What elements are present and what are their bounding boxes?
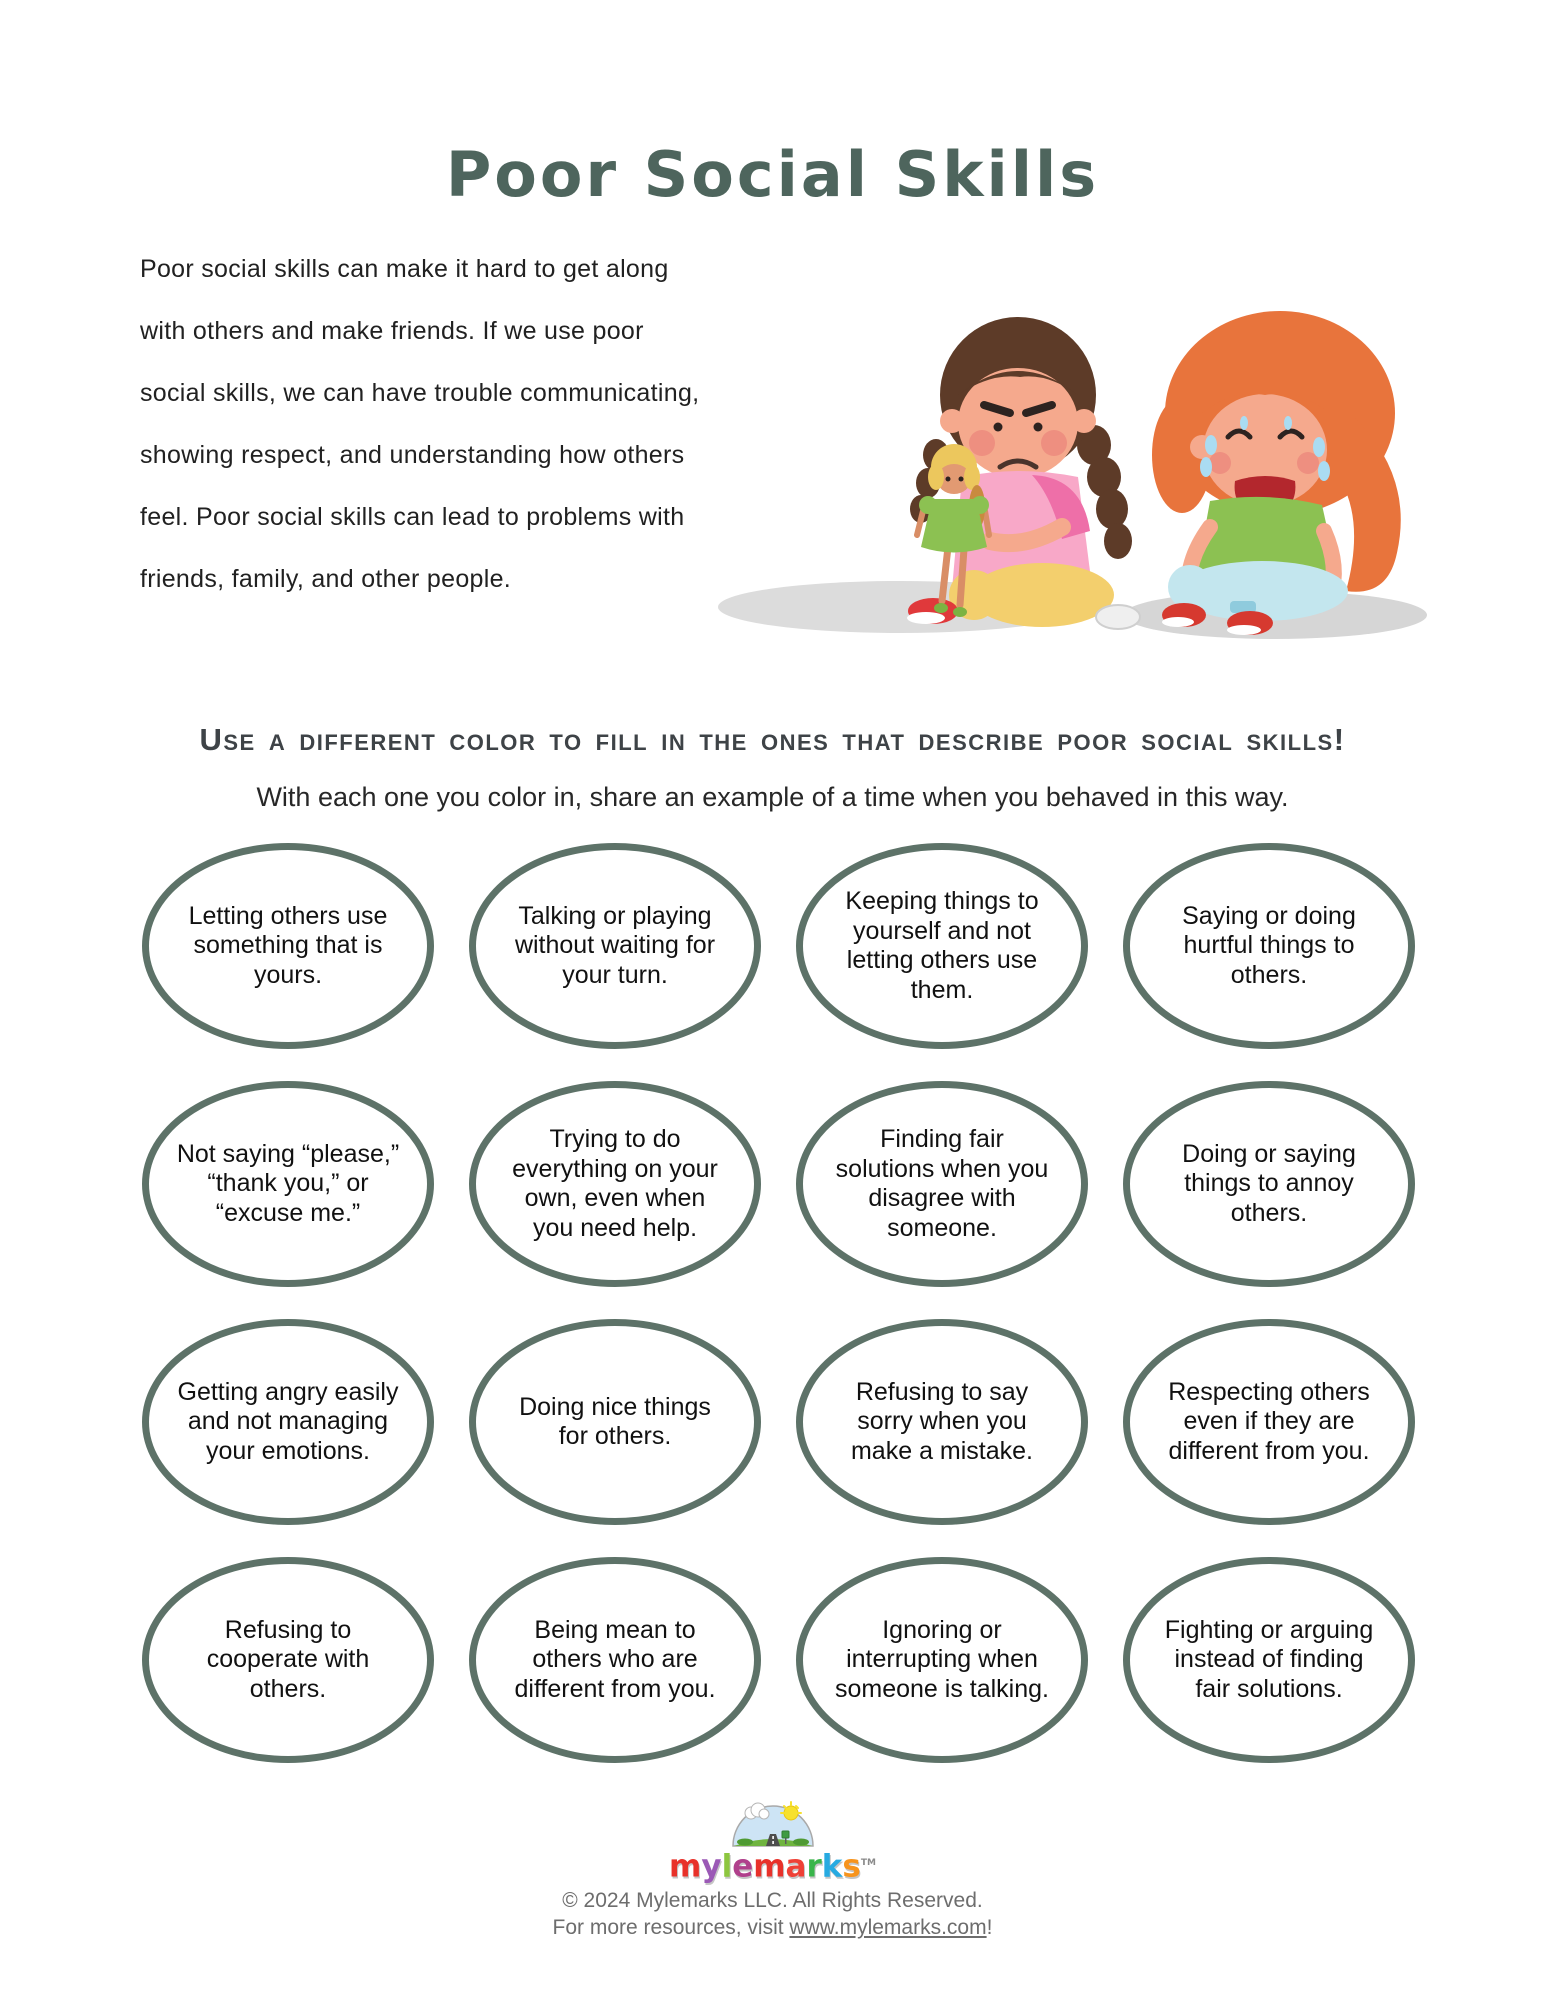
intro-paragraph: Poor social skills can make it hard to get along with others and make friends. If we use poor social skills, we can have trouble communicating, showing respect, and understanding how others feel. Poor social skills can lead to problems with friends, family, and other people.	[140, 255, 700, 593]
bubble-label: Trying to do everything on your own, even when you need help.	[512, 1125, 718, 1242]
bubble-grid	[142, 843, 1415, 1763]
bubble[interactable]	[142, 1319, 434, 1525]
bubble[interactable]	[142, 1557, 434, 1763]
bubble[interactable]	[796, 1319, 1088, 1525]
bubble[interactable]	[469, 1557, 761, 1763]
bubble-label: Keeping things to yourself and not letting others use them.	[845, 887, 1039, 1004]
bubble[interactable]	[1123, 1081, 1415, 1287]
bubble-label: Fighting or arguing instead of finding fair solutions.	[1164, 1615, 1374, 1703]
bubble-label: Not saying “please,” “thank you,” or “excuse me.”	[176, 1139, 400, 1227]
instruction-heading: Use a different color to fill in the ones that describe poor social skills!	[199, 722, 1346, 757]
page-title: Poor Social Skills	[445, 138, 1100, 211]
bubble[interactable]	[469, 843, 761, 1049]
bubble[interactable]	[1123, 843, 1415, 1049]
mylemarks-wordmark: mylemarks™	[669, 1848, 876, 1885]
bubble-label: Respecting others even if they are different from you.	[1168, 1377, 1370, 1465]
bubble-label: Being mean to others who are different from you.	[514, 1615, 716, 1703]
resources-line: For more resources, visit www.mylemarks.com!	[552, 1916, 993, 1940]
illustration-two-girls	[690, 295, 1450, 645]
mylemarks-logo-icon	[725, 1798, 821, 1848]
bubble-label: Getting angry easily and not managing your emotions.	[177, 1377, 399, 1465]
footer	[0, 1798, 1545, 1941]
bubble-label: Refusing to cooperate with others.	[206, 1615, 370, 1703]
bubble-label: Finding fair solutions when you disagree with someone.	[835, 1125, 1049, 1242]
bubble-label: Refusing to say sorry when you make a mistake.	[850, 1377, 1033, 1465]
bubble[interactable]	[469, 1081, 761, 1287]
bubble[interactable]	[796, 843, 1088, 1049]
bubble[interactable]	[142, 843, 434, 1049]
bubble[interactable]	[469, 1319, 761, 1525]
trademark-symbol: TM	[860, 1858, 876, 1868]
bubble-label: Saying or doing hurtful things to others.	[1182, 901, 1356, 989]
bubble-label: Doing or saying things to annoy others.	[1182, 1139, 1356, 1227]
mylemarks-link[interactable]: www.mylemarks.com	[789, 1916, 987, 1940]
bubble[interactable]	[1123, 1557, 1415, 1763]
bubble[interactable]	[142, 1081, 434, 1287]
bubble[interactable]	[796, 1081, 1088, 1287]
girl-angry-with-doll	[907, 317, 1140, 629]
bubble-label: Ignoring or interrupting when someone is talking.	[834, 1615, 1049, 1703]
bubble-label: Talking or playing without waiting for your turn.	[514, 901, 716, 989]
bubble[interactable]	[1123, 1319, 1415, 1525]
bubble-label: Letting others use something that is yours.	[188, 901, 388, 989]
bubble[interactable]	[796, 1557, 1088, 1763]
instruction-subheading: With each one you color in, share an example of a time when you behaved in this way.	[256, 782, 1289, 812]
girl-crying	[1152, 311, 1401, 635]
bubble-label: Doing nice things for others.	[519, 1392, 711, 1450]
copyright-text: © 2024 Mylemarks LLC. All Rights Reserved.	[562, 1889, 983, 1913]
